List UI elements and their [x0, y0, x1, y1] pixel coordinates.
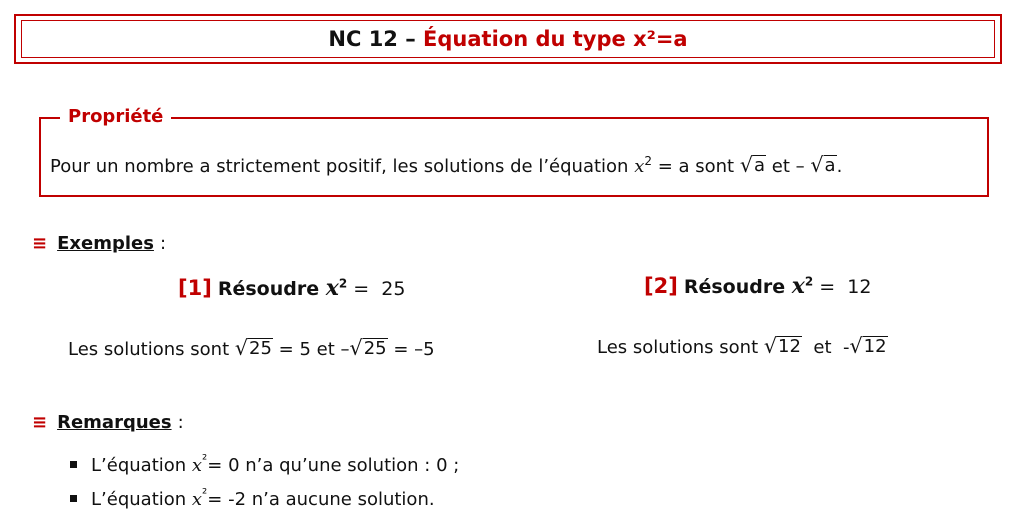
example-1-rhs: = 25	[347, 278, 406, 300]
sqrt-12-2: √ 12	[849, 334, 887, 358]
property-text-end: .	[836, 156, 843, 177]
sqrt-a-2-radicand: a	[824, 155, 836, 176]
examples-label: Exemples	[57, 233, 154, 254]
remark-item-2	[70, 487, 435, 510]
sqrt-a-2: √ a	[810, 153, 836, 177]
example-1-sol-mid: = 5 et –	[272, 339, 350, 360]
property-var: x	[634, 156, 645, 177]
remark-1-before: L’équation	[91, 455, 192, 476]
bullet-square-icon	[70, 461, 77, 468]
example-2-solution	[597, 336, 888, 358]
property-text	[50, 154, 842, 177]
sqrt-25: √ 25	[234, 336, 272, 360]
example-1-exp: 2	[338, 276, 348, 291]
property-text-middle: = a sont	[651, 156, 740, 177]
example-1-solution	[68, 338, 435, 360]
title-main: Équation du type x²=a	[423, 27, 688, 51]
example-2-heading	[644, 273, 871, 299]
example-2-verb: Résoudre	[683, 276, 792, 298]
remark-1-var: x	[191, 455, 203, 476]
example-1-heading	[178, 275, 405, 301]
example-1-sol-prefix: Les solutions sont	[68, 339, 235, 360]
example-1-number: [1]	[178, 276, 212, 300]
list-bars-icon: ≡	[32, 233, 48, 254]
remarks-label: Remarques	[57, 412, 172, 433]
property-legend: Propriété	[60, 106, 171, 127]
sqrt-a: √ a	[739, 153, 766, 177]
example-2-var: x	[791, 273, 805, 299]
page-title	[21, 20, 995, 58]
example-2-number: [2]	[644, 274, 678, 298]
property-text-before: Pour un nombre a strictement positif, les solutions de l’équation	[50, 156, 635, 177]
remark-1-after: = 0 n’a qu’une solution : 0 ;	[207, 455, 460, 476]
example-2-sol-prefix: Les solutions sont	[597, 337, 764, 358]
remark-2-var: x	[191, 489, 203, 510]
example-2-exp: 2	[804, 274, 814, 289]
remarks-colon: :	[177, 412, 184, 433]
examples-colon: :	[159, 233, 167, 254]
example-1-sol-end: = –5	[387, 339, 435, 360]
remark-2-after: = -2 n’a aucune solution.	[207, 489, 435, 510]
sqrt-12-radicand: 12	[778, 336, 801, 357]
sqrt-12: √ 12	[763, 334, 801, 358]
example-2-sol-mid: et -	[801, 337, 850, 358]
remark-2-sup: ²	[202, 487, 208, 502]
sqrt-25-2: √ 25	[349, 336, 387, 360]
example-1-verb: Résoudre	[217, 278, 326, 300]
sqrt-12-2-radicand: 12	[863, 336, 887, 357]
sqrt-25-radicand: 25	[249, 338, 272, 359]
examples-heading	[32, 233, 166, 254]
example-1-var: x	[325, 275, 339, 301]
property-text-and: et –	[766, 156, 811, 177]
property-exp: 2	[644, 154, 652, 168]
sqrt-25-2-radicand: 25	[363, 338, 387, 359]
title-prefix: NC 12 –	[328, 27, 424, 51]
example-2-rhs: = 12	[813, 276, 872, 298]
remark-1-sup: ²	[202, 453, 208, 468]
remarks-heading	[32, 412, 184, 433]
sqrt-a-radicand: a	[754, 155, 766, 176]
list-bars-icon: ≡	[32, 412, 48, 433]
remark-item-1	[70, 453, 459, 476]
bullet-square-icon	[70, 495, 77, 502]
remark-2-before: L’équation	[91, 489, 192, 510]
title-box	[14, 14, 1002, 64]
